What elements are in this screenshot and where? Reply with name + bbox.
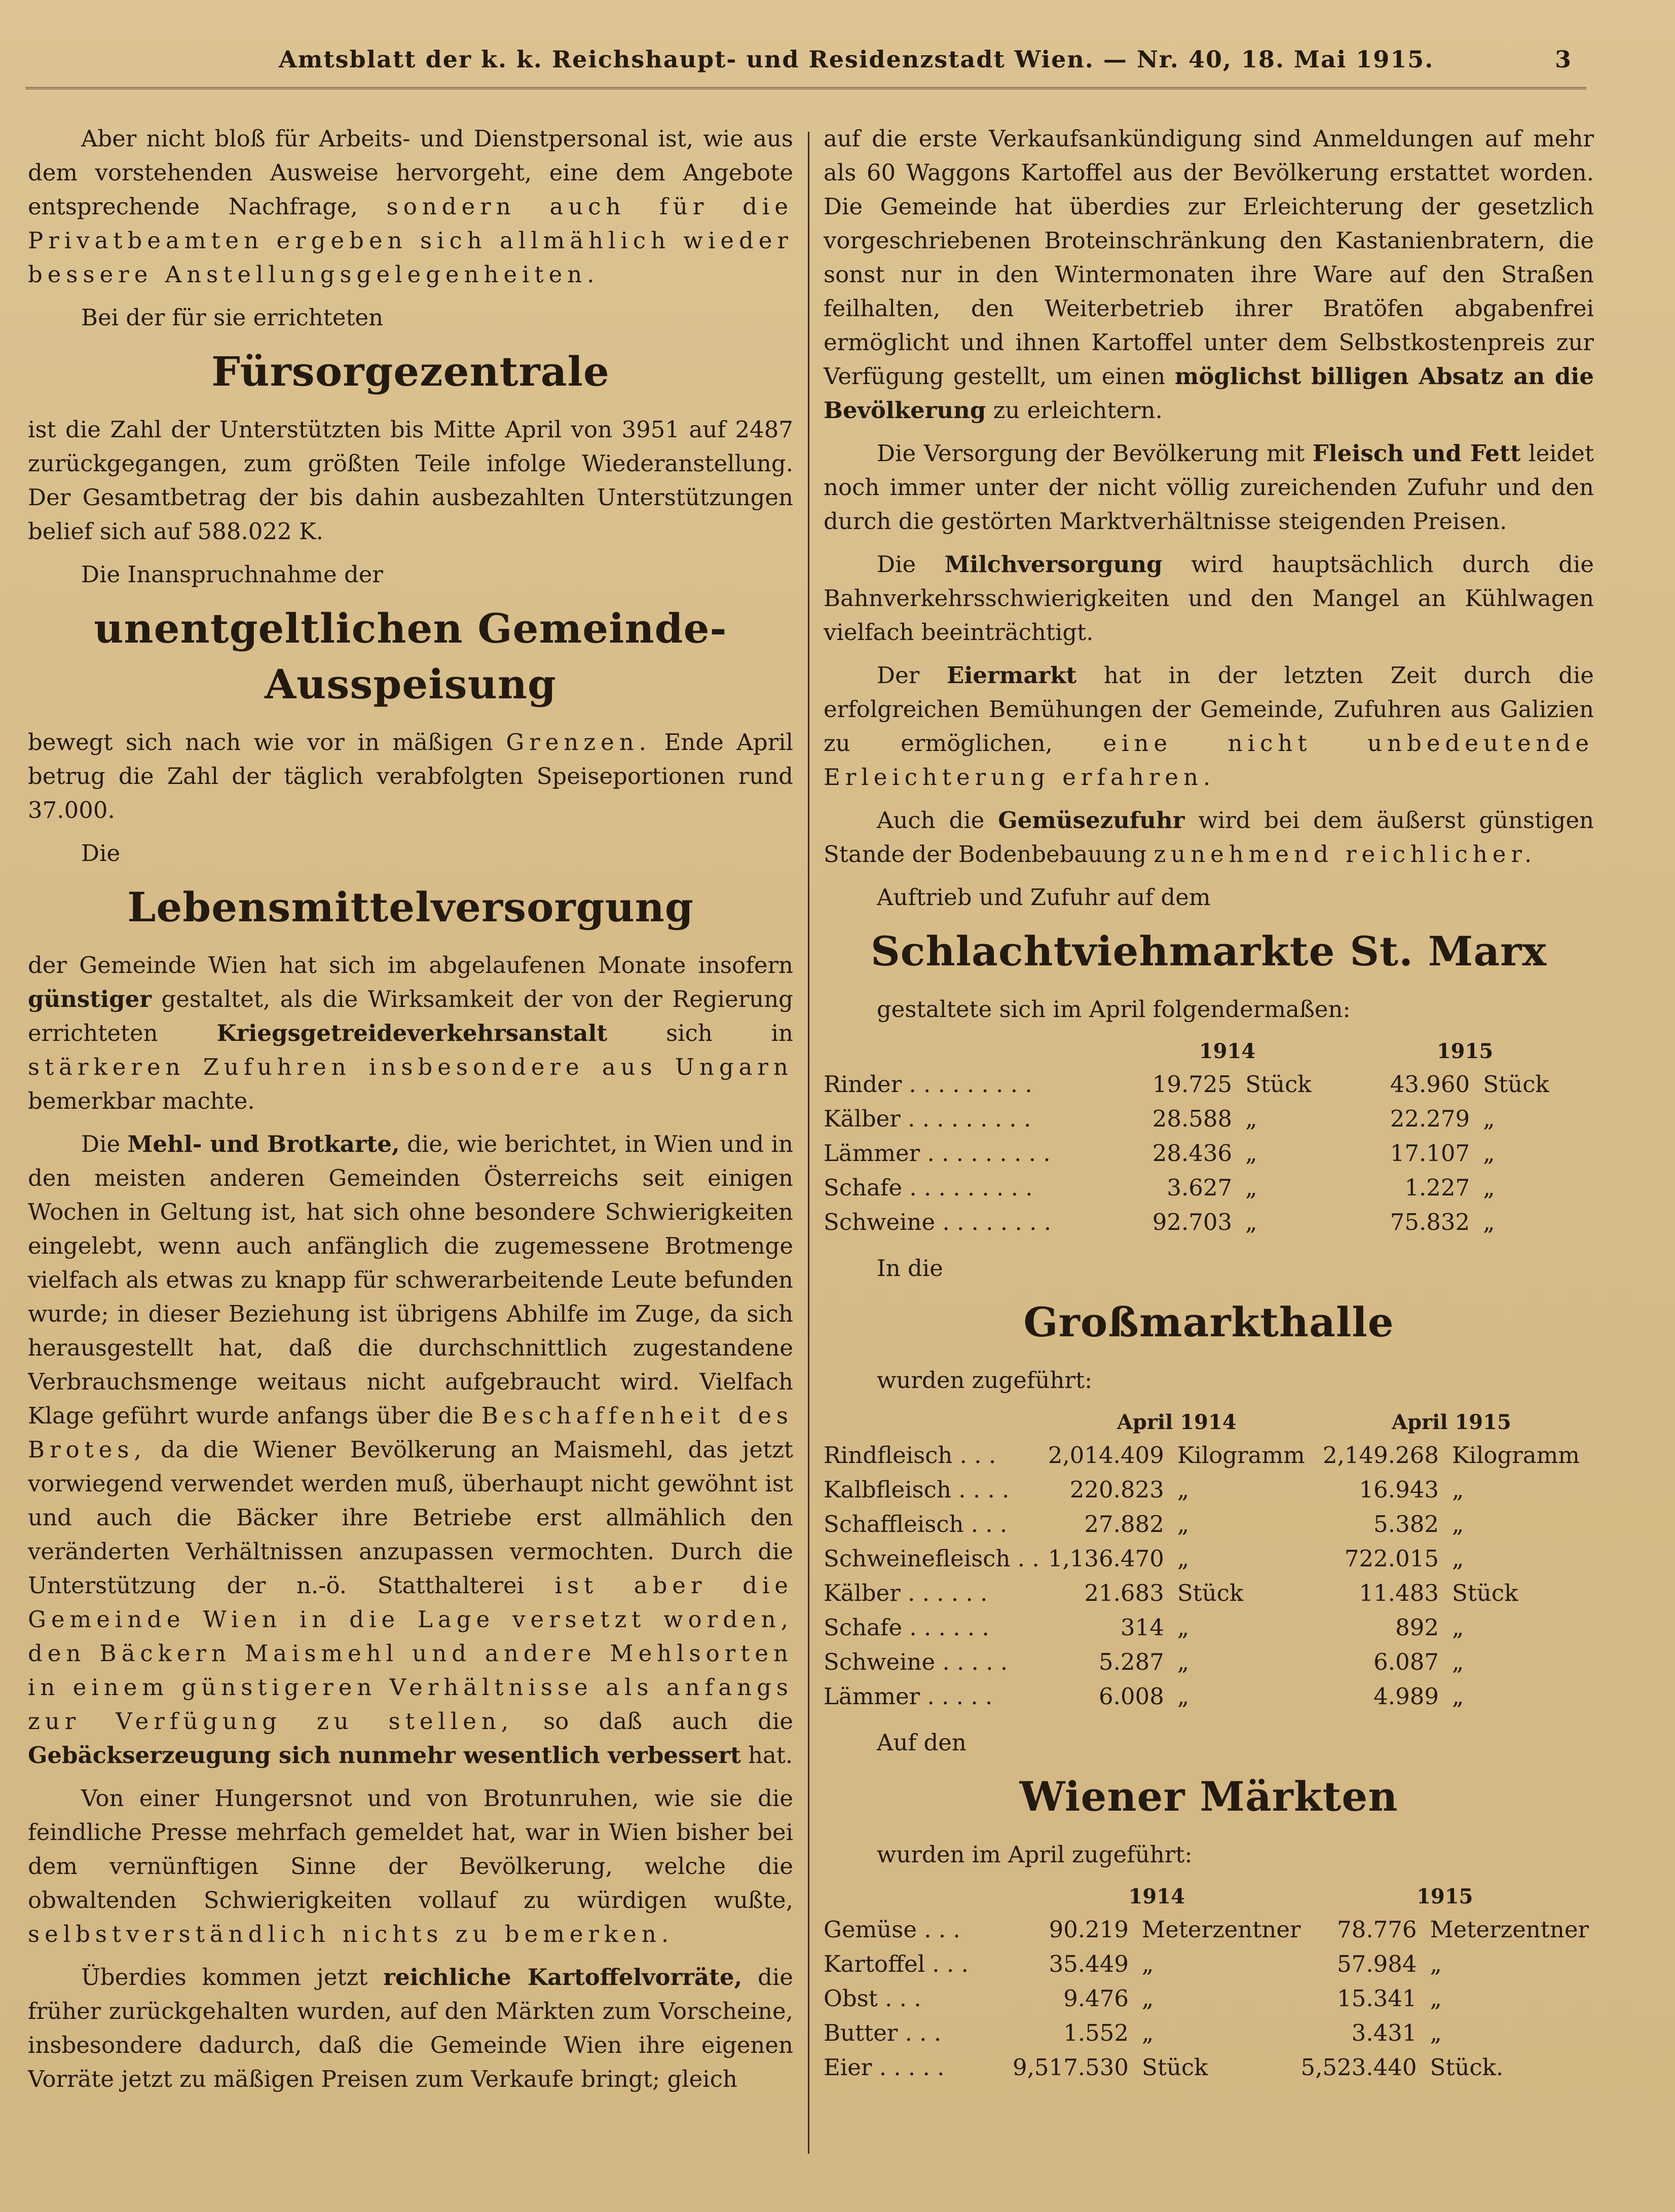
lead-text: wurden im April zugeführt: — [877, 1841, 1193, 1868]
paragraph — [28, 1127, 793, 1772]
value-1915: 43.960 — [1390, 1070, 1470, 1098]
paragraph — [28, 1781, 793, 1951]
paragraph — [28, 1960, 793, 2096]
unit: „ — [1483, 1139, 1495, 1167]
value-1914: 21.683 — [1084, 1579, 1164, 1606]
table-row — [824, 1981, 1589, 2015]
text: wird hauptsächlich durch die Bahnverkehrsschwierigkeiten und den Mangel an Kühlwagen vielfach beeinträchtigt. — [824, 551, 1594, 646]
unit: „ — [1483, 1105, 1495, 1132]
unit: „ — [1177, 1545, 1189, 1572]
row-label: Kälber . . . . . . . . . — [824, 1105, 1031, 1132]
text: Die — [81, 1131, 121, 1157]
table-row — [824, 1679, 1589, 1713]
unit: „ — [1142, 2019, 1154, 2046]
unit: „ — [1451, 1476, 1464, 1503]
text: Der — [877, 662, 920, 689]
text: Auch die — [877, 807, 985, 834]
value-1915: 1.227 — [1404, 1174, 1470, 1201]
unit: Stück — [1451, 1579, 1518, 1606]
row-label: Lämmer . . . . . — [824, 1682, 993, 1710]
unit: „ — [1430, 2019, 1442, 2046]
lead-text: Bei der für sie errichteten — [81, 304, 384, 331]
value-1915: 5,523.440 — [1300, 2053, 1417, 2081]
section-heading-wiener-maerkte: Wiener Märkten — [1019, 1773, 1398, 1820]
unit: Stück. — [1430, 2053, 1504, 2081]
text: auf die erste Verkaufsankündigung sind Anmeldungen auf mehr als 60 Waggons Kartoffel aus der Bevölkerung erstattet worden. Die Gemeinde hat überdies zur Erleichterung der gesetzlich vorgeschriebenen Broteinschränkung den Kastanienbratern, die sonst nur in den Wintermonaten ihre Ware auf den Straßen feilhalten, den Weiterbetrieb ihrer Bratöfen abgabenfrei ermöglicht und ihnen Kartoffel unter dem Selbstkostenpreis zur Verfügung gestellt, um einen — [824, 125, 1594, 390]
unit: Meterzentner — [1430, 1916, 1589, 1943]
unit: „ — [1245, 1139, 1257, 1167]
lead-text: Auf den — [877, 1729, 966, 1756]
lead-text: gestaltete sich im April folgendermaßen: — [877, 996, 1351, 1023]
row-label: Butter . . . — [824, 2019, 942, 2046]
table-row — [824, 1472, 1589, 1507]
table-header-row — [824, 1035, 1584, 1067]
unit: Stück — [1245, 1070, 1312, 1098]
bold-text: Kriegsgetreideverkehrsanstalt — [216, 1020, 608, 1046]
table-grossmarkthalle — [824, 1406, 1589, 1713]
text: Aber nicht bloß für Arbeits- und Dienstpersonal ist, wie aus dem vorstehenden Ausweise hervorgeht, eine dem Angebote entsprechende Nachfrage, — [28, 125, 793, 220]
value-1914: 35.449 — [1049, 1950, 1129, 1977]
table-header-blank — [824, 1881, 1013, 1912]
right-column — [824, 122, 1594, 2084]
value-1914: 1.552 — [1063, 2019, 1129, 2046]
unit: „ — [1245, 1105, 1257, 1132]
text: bemerkbar machte. — [28, 1088, 255, 1114]
table-schlachtviehmarkt — [824, 1035, 1584, 1239]
value-1914: 19.725 — [1152, 1070, 1233, 1098]
unit: „ — [1245, 1174, 1257, 1201]
text: Die Versorgung der Bevölkerung mit — [877, 440, 1305, 467]
row-label: Schafe . . . . . . . . . — [824, 1174, 1033, 1201]
text: Von einer Hungersnot und von Brotunruhen, wie sie die feindliche Presse mehrfach gemeldet hat, war in Wien bisher bei dem vernünftigen Sinne der Bevölkerung, welche die obwaltenden Schwierigkeiten vollauf zu würdigen wußte, — [28, 1785, 793, 1914]
value-1915: 57.984 — [1337, 1950, 1417, 1977]
section-heading-lebensmittelversorgung: Lebensmittelversorgung — [127, 883, 694, 931]
spaced-text: Grenzen. — [506, 729, 652, 756]
table-header: April 1915 — [1392, 1410, 1511, 1434]
table-row — [824, 1946, 1589, 1981]
bold-text: Mehl- und Brotkarte, — [127, 1131, 400, 1157]
table-row — [824, 2050, 1589, 2084]
text: leidet noch immer unter der nicht völlig zureichenden Zufuhr und den durch die gestörten Marktverhältnisse steigenden Preisen. — [824, 440, 1594, 535]
section-heading-grossmarkthalle: Großmarkthalle — [1023, 1298, 1394, 1346]
text: wird bei dem äußerst günstigen Stande der Bodenbebauung — [824, 807, 1594, 868]
unit: „ — [1142, 1950, 1154, 1977]
table-row — [824, 1205, 1584, 1239]
table-row — [824, 1101, 1584, 1136]
table-header: 1914 — [1199, 1039, 1256, 1063]
table-row — [824, 1912, 1589, 1946]
table-header-row — [824, 1881, 1589, 1912]
section-heading-fuersorgezentrale: Fürsorgezentrale — [211, 348, 610, 395]
lead-text: Die Inanspruchnahme der — [81, 561, 383, 588]
text: die früher zurückgehalten wurden, auf den Märkten zum Vorscheine, insbesondere dadurch, daß die Gemeinde Wien ihre eigenen Vorräte jetzt zu mäßigen Preisen zum Verkaufe bringt; gleich — [28, 1964, 793, 2092]
bold-text: Fleisch und Fett — [1312, 440, 1521, 467]
column-divider — [808, 132, 809, 2154]
unit: „ — [1451, 1648, 1464, 1675]
row-label: Kälber . . . . . . — [824, 1579, 988, 1606]
value-1914: 2,014.409 — [1048, 1441, 1164, 1469]
value-1915: 15.341 — [1337, 1984, 1417, 2012]
text: sich in — [666, 1020, 793, 1046]
paragraph — [824, 658, 1594, 794]
row-label: Kartoffel . . . — [824, 1950, 969, 1977]
unit: „ — [1177, 1476, 1189, 1503]
paragraph — [824, 803, 1594, 871]
row-label: Schweinefleisch . . — [824, 1545, 1039, 1572]
unit: „ — [1451, 1614, 1464, 1641]
unit: Kilogramm — [1177, 1441, 1305, 1469]
unit: „ — [1451, 1545, 1464, 1572]
value-1914: 28.588 — [1152, 1105, 1233, 1132]
text: hat in der letzten Zeit durch die erfolgreichen Bemühungen der Gemeinde, Zufuhren aus Galizien zu ermöglichen, — [824, 662, 1594, 757]
value-1915: 5.382 — [1373, 1510, 1439, 1538]
unit: Stück — [1177, 1579, 1244, 1606]
unit: „ — [1177, 1614, 1189, 1641]
bold-text: Gebäckserzeugung sich nunmehr wesentlich verbessert — [28, 1742, 741, 1769]
bold-text: Eiermarkt — [947, 662, 1077, 689]
text: so daß auch die — [543, 1708, 793, 1735]
unit: „ — [1245, 1208, 1257, 1235]
value-1915: 22.279 — [1390, 1105, 1470, 1132]
paragraph — [28, 948, 793, 1118]
value-1914: 9.476 — [1063, 1984, 1129, 2012]
table-row — [824, 1067, 1584, 1101]
unit: Stück — [1483, 1070, 1549, 1098]
table-row — [824, 1644, 1589, 1679]
value-1914: 3.627 — [1167, 1174, 1233, 1201]
value-1915: 16.943 — [1359, 1476, 1439, 1503]
lead-text: wurden zugeführt: — [877, 1367, 1093, 1394]
unit: „ — [1451, 1682, 1464, 1710]
unit: Meterzentner — [1142, 1916, 1301, 1943]
table-row — [824, 1438, 1589, 1472]
paragraph: ist die Zahl der Unterstützten bis Mitte April von 3951 auf 2487 zurückgegangen, zum größten Teile infolge Wiederanstellung. Der Gesamtbetrag der bis dahin ausbezahlten Unterstützungen belief sich auf 588.022 K. — [28, 416, 793, 545]
paragraph — [28, 725, 793, 827]
spaced-text: selbstverständlich nichts zu bemerken. — [28, 1921, 674, 1947]
row-label: Eier . . . . . — [824, 2053, 945, 2081]
text: der Gemeinde Wien hat sich im abgelaufenen Monate insofern — [28, 952, 793, 979]
row-label: Rinder . . . . . . . . . — [824, 1070, 1032, 1098]
value-1915: 11.483 — [1359, 1579, 1439, 1606]
spaced-text: Beschaffenheit des Brotes, — [28, 1402, 793, 1463]
value-1914: 28.436 — [1152, 1139, 1233, 1167]
row-label: Schafe . . . . . . — [824, 1614, 989, 1641]
paragraph — [28, 122, 793, 291]
text: Die — [877, 551, 916, 578]
paragraph — [824, 547, 1594, 649]
header-title: Amtsblatt der k. k. Reichshaupt- und Residenzstadt Wien. — Nr. 40, 18. Mai 1915. — [279, 46, 1434, 73]
row-label: Schweine . . . . . — [824, 1648, 1008, 1675]
table-wiener-maerkte — [824, 1881, 1589, 2084]
table-header: 1915 — [1436, 1039, 1494, 1063]
value-1914: 90.219 — [1049, 1916, 1129, 1943]
value-1915: 2,149.268 — [1322, 1441, 1439, 1469]
lead-text: Die — [81, 840, 121, 867]
text: Überdies kommen jetzt — [81, 1964, 368, 1991]
value-1915: 17.107 — [1390, 1139, 1470, 1167]
value-1914: 6.008 — [1099, 1682, 1164, 1710]
bold-text: reichliche Kartoffelvorräte, — [383, 1964, 742, 1991]
table-row — [824, 1170, 1584, 1205]
section-heading-ausspeisung: unentgeltlichen Gemeinde-Ausspeisung — [94, 605, 727, 708]
value-1914: 27.882 — [1084, 1510, 1164, 1538]
unit: „ — [1177, 1682, 1189, 1710]
unit: Stück — [1142, 2053, 1208, 2081]
table-header: April 1914 — [1116, 1410, 1237, 1434]
text: Ende April betrug die Zahl der täglich verabfolgten Speiseportionen rund 37.000. — [28, 729, 794, 823]
value-1914: 1,136.470 — [1048, 1545, 1164, 1572]
unit: „ — [1177, 1648, 1189, 1675]
table-row — [824, 2015, 1589, 2050]
text: zu erleichtern. — [993, 397, 1163, 424]
row-label: Rindfleisch . . . — [824, 1441, 996, 1469]
row-label: Schweine . . . . . . . . — [824, 1208, 1052, 1235]
row-label: Gemüse . . . — [824, 1916, 960, 1943]
spaced-text: eine nicht unbedeutende Erleichterung erfahren. — [824, 730, 1594, 791]
row-label: Obst . . . — [824, 1984, 921, 2012]
table-row — [824, 1541, 1589, 1576]
value-1914: 92.703 — [1152, 1208, 1233, 1235]
page-header — [25, 46, 1571, 76]
table-row — [824, 1576, 1589, 1610]
text: hat. — [748, 1742, 793, 1769]
value-1915: 78.776 — [1337, 1916, 1417, 1943]
spaced-text: stärkeren Zufuhren insbesondere aus Ungarn — [28, 1054, 793, 1080]
value-1915: 3.431 — [1351, 2019, 1417, 2046]
value-1914: 5.287 — [1099, 1648, 1164, 1675]
text: bewegt sich nach wie vor in mäßigen — [28, 729, 493, 756]
unit: „ — [1451, 1510, 1464, 1538]
spaced-text: zunehmend reichlicher. — [1153, 841, 1537, 868]
row-label: Kalbfleisch . . . . — [824, 1476, 1010, 1503]
value-1914: 220.823 — [1069, 1476, 1164, 1503]
text: die, wie berichtet, in Wien und in den meisten anderen Gemeinden Österreichs seit einigen Wochen in Geltung ist, hat sich ohne besondere Schwierigkeiten eingelebt, wenn auch anfänglich die zugemessene Brotmenge vielfach als etwas zu knapp für schwerarbeitende Leute befunden wurde; in dieser Beziehung ist übrigens Abhilfe im Zuge, da sich herausgestellt hat, daß die durchschnittlich zugestandene Verbrauchsmenge weitaus nicht aufgebraucht wird. Vielfach Klage geführt wurde anfangs über die — [28, 1131, 793, 1429]
bold-text: günstiger — [28, 986, 152, 1013]
left-column — [28, 122, 793, 2105]
bold-text: Gemüsezufuhr — [998, 807, 1185, 834]
table-header-blank — [824, 1406, 1039, 1438]
text: gestaltet, als die Wirksamkeit der von der Regierung errichteten — [28, 986, 793, 1046]
text: da die Wiener Bevölkerung an Maismehl, das jetzt vorwiegend verwendet werden muß, überhaupt nicht gewöhnt ist und auch die Bäcker ihre Betriebe erst allmählich den veränderten Verhältnissen anzupassen vermochten. Durch die Unterstützung der n.-ö. Statthalterei — [28, 1436, 793, 1599]
lead-text: In die — [877, 1255, 943, 1282]
value-1914: 314 — [1120, 1614, 1164, 1641]
unit: „ — [1430, 1950, 1442, 1977]
lead-text: Auftrieb und Zufuhr auf dem — [877, 884, 1211, 911]
unit: „ — [1483, 1174, 1495, 1201]
value-1915: 75.832 — [1390, 1208, 1470, 1235]
unit: „ — [1483, 1208, 1495, 1235]
unit: Kilogramm — [1451, 1441, 1580, 1469]
spaced-text: sondern auch für die Privatbeamten ergeben sich allmählich wieder bessere Anstellungsgelegenheiten. — [28, 193, 794, 288]
unit: „ — [1142, 1984, 1154, 2012]
value-1915: 4.989 — [1373, 1682, 1439, 1710]
spaced-text: ist aber die Gemeinde Wien in die Lage versetzt worden, den Bäckern Maismehl und andere Mehlsorten in einem günstigeren Verhältnisse als anfangs zur Verfügung zu stellen, — [28, 1572, 793, 1735]
value-1915: 6.087 — [1373, 1648, 1439, 1675]
row-label: Schaffleisch . . . — [824, 1510, 1008, 1538]
value-1915: 892 — [1395, 1614, 1439, 1641]
section-heading-schlachtviehmarkt: Schlachtviehmarkte St. Marx — [870, 927, 1547, 975]
table-row — [824, 1610, 1589, 1644]
header-rule — [25, 87, 1586, 89]
table-header: 1915 — [1417, 1884, 1473, 1908]
table-row — [824, 1507, 1589, 1541]
paragraph — [824, 122, 1594, 427]
bold-text: Milchversorgung — [944, 551, 1163, 578]
paragraph — [824, 436, 1594, 538]
value-1914: 9,517.530 — [1013, 2053, 1129, 2081]
table-row — [824, 1136, 1584, 1170]
table-header-blank — [824, 1035, 1108, 1067]
page-number: 3 — [1554, 46, 1571, 73]
table-header-row — [824, 1406, 1589, 1438]
value-1915: 722.015 — [1344, 1545, 1439, 1572]
bold-text: möglichst billigen Absatz an die Bevölkerung — [824, 363, 1594, 424]
row-label: Lämmer . . . . . . . . . — [824, 1139, 1051, 1167]
unit: „ — [1177, 1510, 1189, 1538]
unit: „ — [1430, 1984, 1442, 2012]
table-header: 1914 — [1128, 1884, 1185, 1908]
